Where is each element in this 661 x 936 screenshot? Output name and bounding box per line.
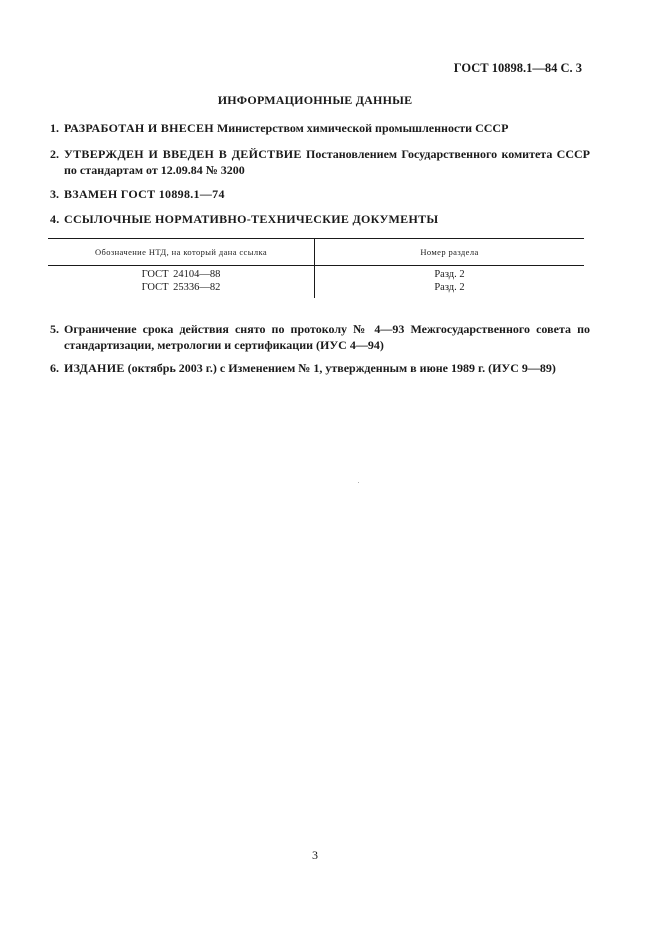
item-number: 3.	[50, 187, 59, 201]
item-lead: ИЗДАНИЕ	[64, 361, 125, 375]
cell-section: Разд. 2	[434, 269, 465, 280]
info-item-2	[50, 146, 590, 178]
column-header-document: Обозначение НТД, на который дана ссылка	[94, 247, 268, 257]
column-header-section: Номер раздела	[420, 247, 479, 257]
cell-document: ГОСТ 25336—82	[141, 282, 221, 293]
item-text	[64, 360, 590, 376]
item-body: Министерством химической промышленности СССР	[213, 121, 509, 135]
table-body	[48, 269, 584, 295]
item-number: 5.	[50, 322, 59, 336]
item-text	[64, 321, 590, 353]
info-item-6	[50, 360, 590, 376]
info-item-1	[50, 120, 590, 136]
item-number: 6.	[50, 361, 59, 375]
info-item-3	[50, 186, 590, 202]
item-lead: РАЗРАБОТАН И ВНЕСЕН	[64, 121, 214, 135]
item-body: (октябрь 2003 г.) с Изменением № 1, утвержденным в июне 1989 г. (ИУС 9—89)	[124, 361, 556, 375]
item-number: 4.	[50, 212, 60, 226]
section-title: ИНФОРМАЦИОННЫЕ ДАННЫЕ	[217, 93, 413, 107]
table-top-rule	[48, 238, 584, 239]
table-row	[48, 282, 584, 295]
document-code-header: ГОСТ 10898.1—84 С. 3	[453, 61, 582, 75]
item-body: Постановлением Государственного комитета СССР по стандартам от 12.09.84 № 3200	[64, 147, 590, 177]
item-text	[64, 186, 590, 202]
table-header-rule	[48, 265, 584, 266]
item-text	[64, 120, 590, 136]
info-item-5	[50, 321, 590, 353]
table-row	[48, 269, 584, 282]
page-number: 3	[312, 848, 318, 862]
item-number: 2.	[50, 147, 59, 161]
item-number: 1.	[50, 121, 59, 135]
scan-speck	[358, 482, 359, 483]
item-text	[64, 146, 590, 178]
cell-section: Разд. 2	[434, 282, 465, 293]
item-body: Ограничение срока действия снято по протоколу № 4—93 Межгосударственного совета по стандартизации, метрологии и сертификации (ИУС 4—94)	[64, 322, 590, 352]
item-lead: УТВЕРЖДЕН И ВВЕДЕН В ДЕЙСТВИЕ	[64, 147, 302, 161]
cell-document: ГОСТ 24104—88	[141, 269, 221, 280]
item-lead: ССЫЛОЧНЫЕ НОРМАТИВНО-ТЕХНИЧЕСКИЕ ДОКУМЕНТЫ	[64, 212, 439, 226]
item-text	[64, 211, 590, 227]
reference-documents-table	[48, 238, 584, 298]
info-item-4	[50, 211, 590, 227]
item-lead: ВЗАМЕН ГОСТ 10898.1—74	[64, 187, 225, 201]
